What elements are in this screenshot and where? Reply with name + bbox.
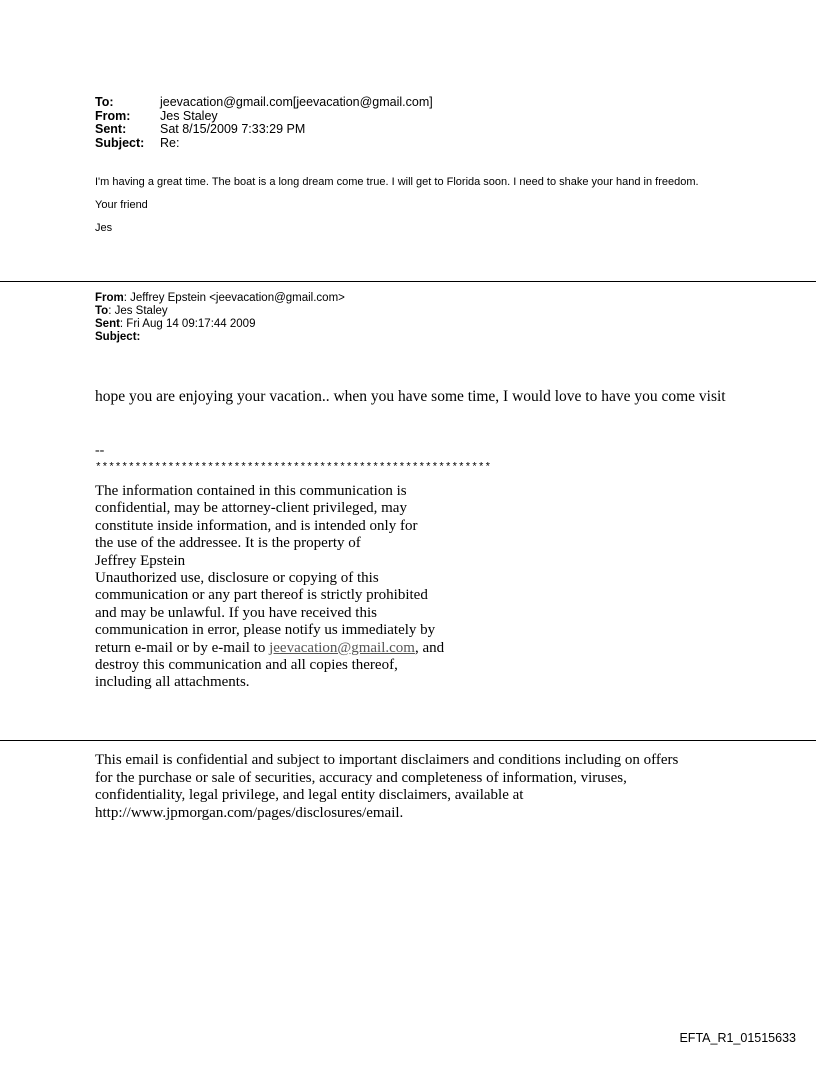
original-subject-value: : (136, 331, 141, 343)
separator-stars: ************************************************************ (95, 462, 492, 474)
conf-line: and may be unlawful. If you have received this (95, 604, 377, 621)
reply-signature: Jes (95, 222, 113, 234)
original-body: hope you are enjoying your vacation.. when you have some time, I would love to have you come visit (95, 388, 726, 405)
to-row (95, 96, 433, 110)
from-label: From: (95, 108, 131, 123)
original-header (95, 292, 345, 344)
conf-line: Unauthorized use, disclosure or copying of this (95, 570, 379, 587)
bates-stamp: EFTA_R1_01515633 (679, 1031, 796, 1045)
original-to-label: To (95, 305, 109, 317)
reply-body (95, 176, 735, 245)
footer-line: for the purchase or sale of securities, accuracy and completeness of information, viruses, (95, 769, 627, 786)
conf-line: The information contained in this communication is (95, 483, 407, 499)
subject-value: Re: (160, 135, 180, 150)
reply-closing: Your friend (95, 199, 148, 211)
original-sent-label: Sent (95, 318, 120, 330)
original-to-value: : Jes Staley (108, 305, 168, 317)
from-row (95, 110, 433, 124)
reply-header (95, 96, 433, 150)
subject-row (95, 137, 433, 151)
from-value: Jes Staley (160, 108, 218, 123)
conf-line-prefix: return e-mail or by e-mail to (95, 639, 270, 656)
original-subject-label: Subject (95, 331, 137, 343)
to-value: jeevacation@gmail.com[jeevacation@gmail.com] (160, 95, 433, 109)
reply-paragraph: I'm having a great time. The boat is a long dream come true. I will get to Florida soon. I need to shake your hand in freedom. (95, 176, 699, 188)
confidentiality-notice (95, 483, 515, 692)
original-from-row (95, 292, 345, 305)
footer-disclaimer (95, 752, 775, 822)
divider-bottom (0, 740, 816, 741)
conf-line-email (95, 640, 515, 657)
footer-line: http://www.jpmorgan.com/pages/disclosures/email. (95, 804, 404, 821)
conf-line: the use of the addressee. It is the property of (95, 535, 361, 552)
conf-line: confidential, may be attorney-client privileged, may (95, 500, 407, 517)
original-from-value: : Jeffrey Epstein <jeevacation@gmail.com> (123, 292, 345, 304)
original-from-label: From (95, 292, 124, 304)
email-link[interactable]: jeevacation@gmail.com (269, 639, 415, 656)
footer-line: This email is confidential and subject to important disclaimers and conditions including on offers (95, 752, 679, 768)
subject-label: Subject: (95, 135, 145, 150)
sent-value: Sat 8/15/2009 7:33:29 PM (160, 122, 306, 136)
original-subject-row (95, 331, 345, 344)
conf-line: including all attachments. (95, 674, 250, 691)
conf-line: destroy this communication and all copies thereof, (95, 657, 398, 674)
original-to-row (95, 305, 345, 318)
divider-top (0, 281, 816, 282)
conf-line: communication or any part thereof is strictly prohibited (95, 587, 428, 604)
sent-row (95, 123, 433, 137)
conf-line: constitute inside information, and is intended only for (95, 517, 418, 534)
to-label: To: (95, 95, 114, 109)
footer-line: confidentiality, legal privilege, and legal entity disclaimers, available at (95, 787, 524, 803)
conf-line: Jeffrey Epstein (95, 552, 186, 569)
original-sent-value: : Fri Aug 14 09:17:44 2009 (119, 318, 256, 330)
conf-line-suffix: , and (414, 639, 445, 656)
original-sent-row (95, 318, 345, 331)
conf-line: communication in error, please notify us immediately by (95, 622, 436, 639)
sent-label: Sent: (95, 122, 127, 136)
separator-dashes: -- (95, 443, 105, 458)
